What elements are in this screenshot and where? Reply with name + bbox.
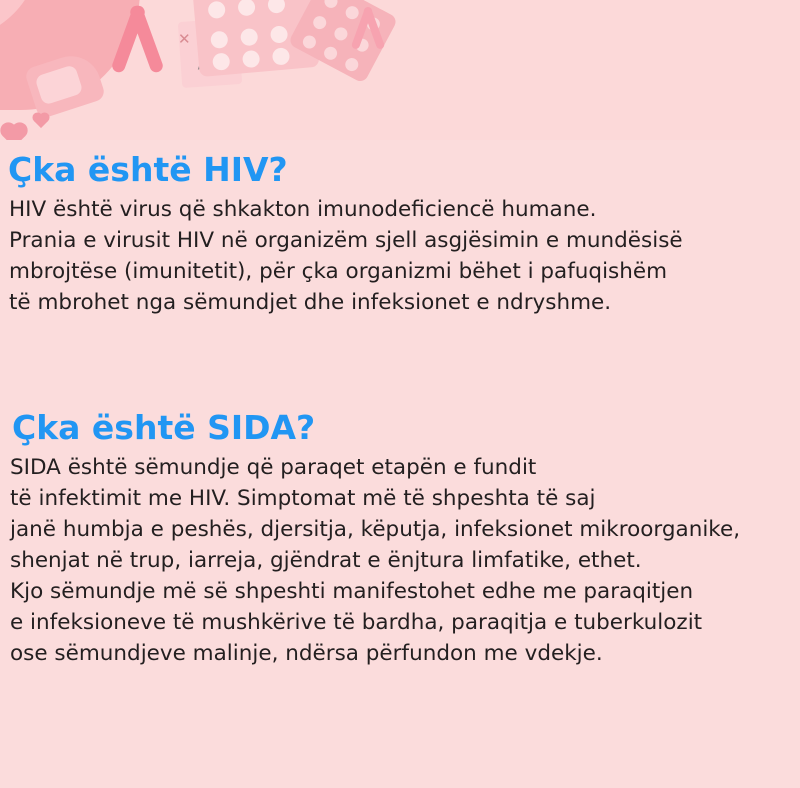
section-sida-line: shenjat në trup, iarreja, gjëndrat e ënjtura limfatike, ethet. [10, 548, 642, 573]
section-sida-title: Çka është SIDA? [12, 408, 316, 447]
header-illustration [0, 0, 800, 140]
awareness-ribbon-icon [112, 4, 164, 78]
small-ribbon-icon [352, 6, 384, 54]
section-hiv [0, 150, 683, 318]
section-sida-line: SIDA është sëmundje që paraqet etapën e fundit [10, 455, 537, 480]
x-mark-icon: ✕ [178, 30, 191, 48]
pink-blob-inner-shape [0, 0, 40, 40]
section-hiv-line: të mbrohet nga sëmundjet dhe infeksionet e ndryshme. [9, 290, 612, 315]
section-hiv-line: HIV është virus që shkakton imunodeficiencë humane. [9, 197, 597, 222]
section-sida-line: ose sëmundjeve malinje, ndërsa përfundon me vdekje. [10, 641, 603, 666]
section-hiv-line: mbrojtëse (imunitetit), për çka organizmi bëhet i pafuqishëm [9, 259, 668, 284]
section-sida-line: të infektimit me HIV. Simptomat më të shpeshta të saj [10, 486, 596, 511]
section-sida [0, 408, 740, 669]
heart-icon [3, 125, 26, 140]
section-sida-line: Kjo sëmundje më së shpeshti manifestohet edhe me paraqitjen [10, 579, 694, 604]
section-sida-line: janë humbja e peshës, djersitja, këputja, infeksionet mikroorganike, [10, 517, 741, 542]
section-hiv-body [4, 194, 683, 318]
section-sida-line: e infeksioneve të mushkërive të bardha, paraqitja e tuberkulozit [10, 610, 703, 635]
section-hiv-line: Prania e virusit HIV në organizëm sjell asgjësimin e mundësisë [9, 228, 683, 253]
section-hiv-title: Çka është HIV? [8, 150, 288, 189]
section-sida-body [4, 452, 740, 669]
